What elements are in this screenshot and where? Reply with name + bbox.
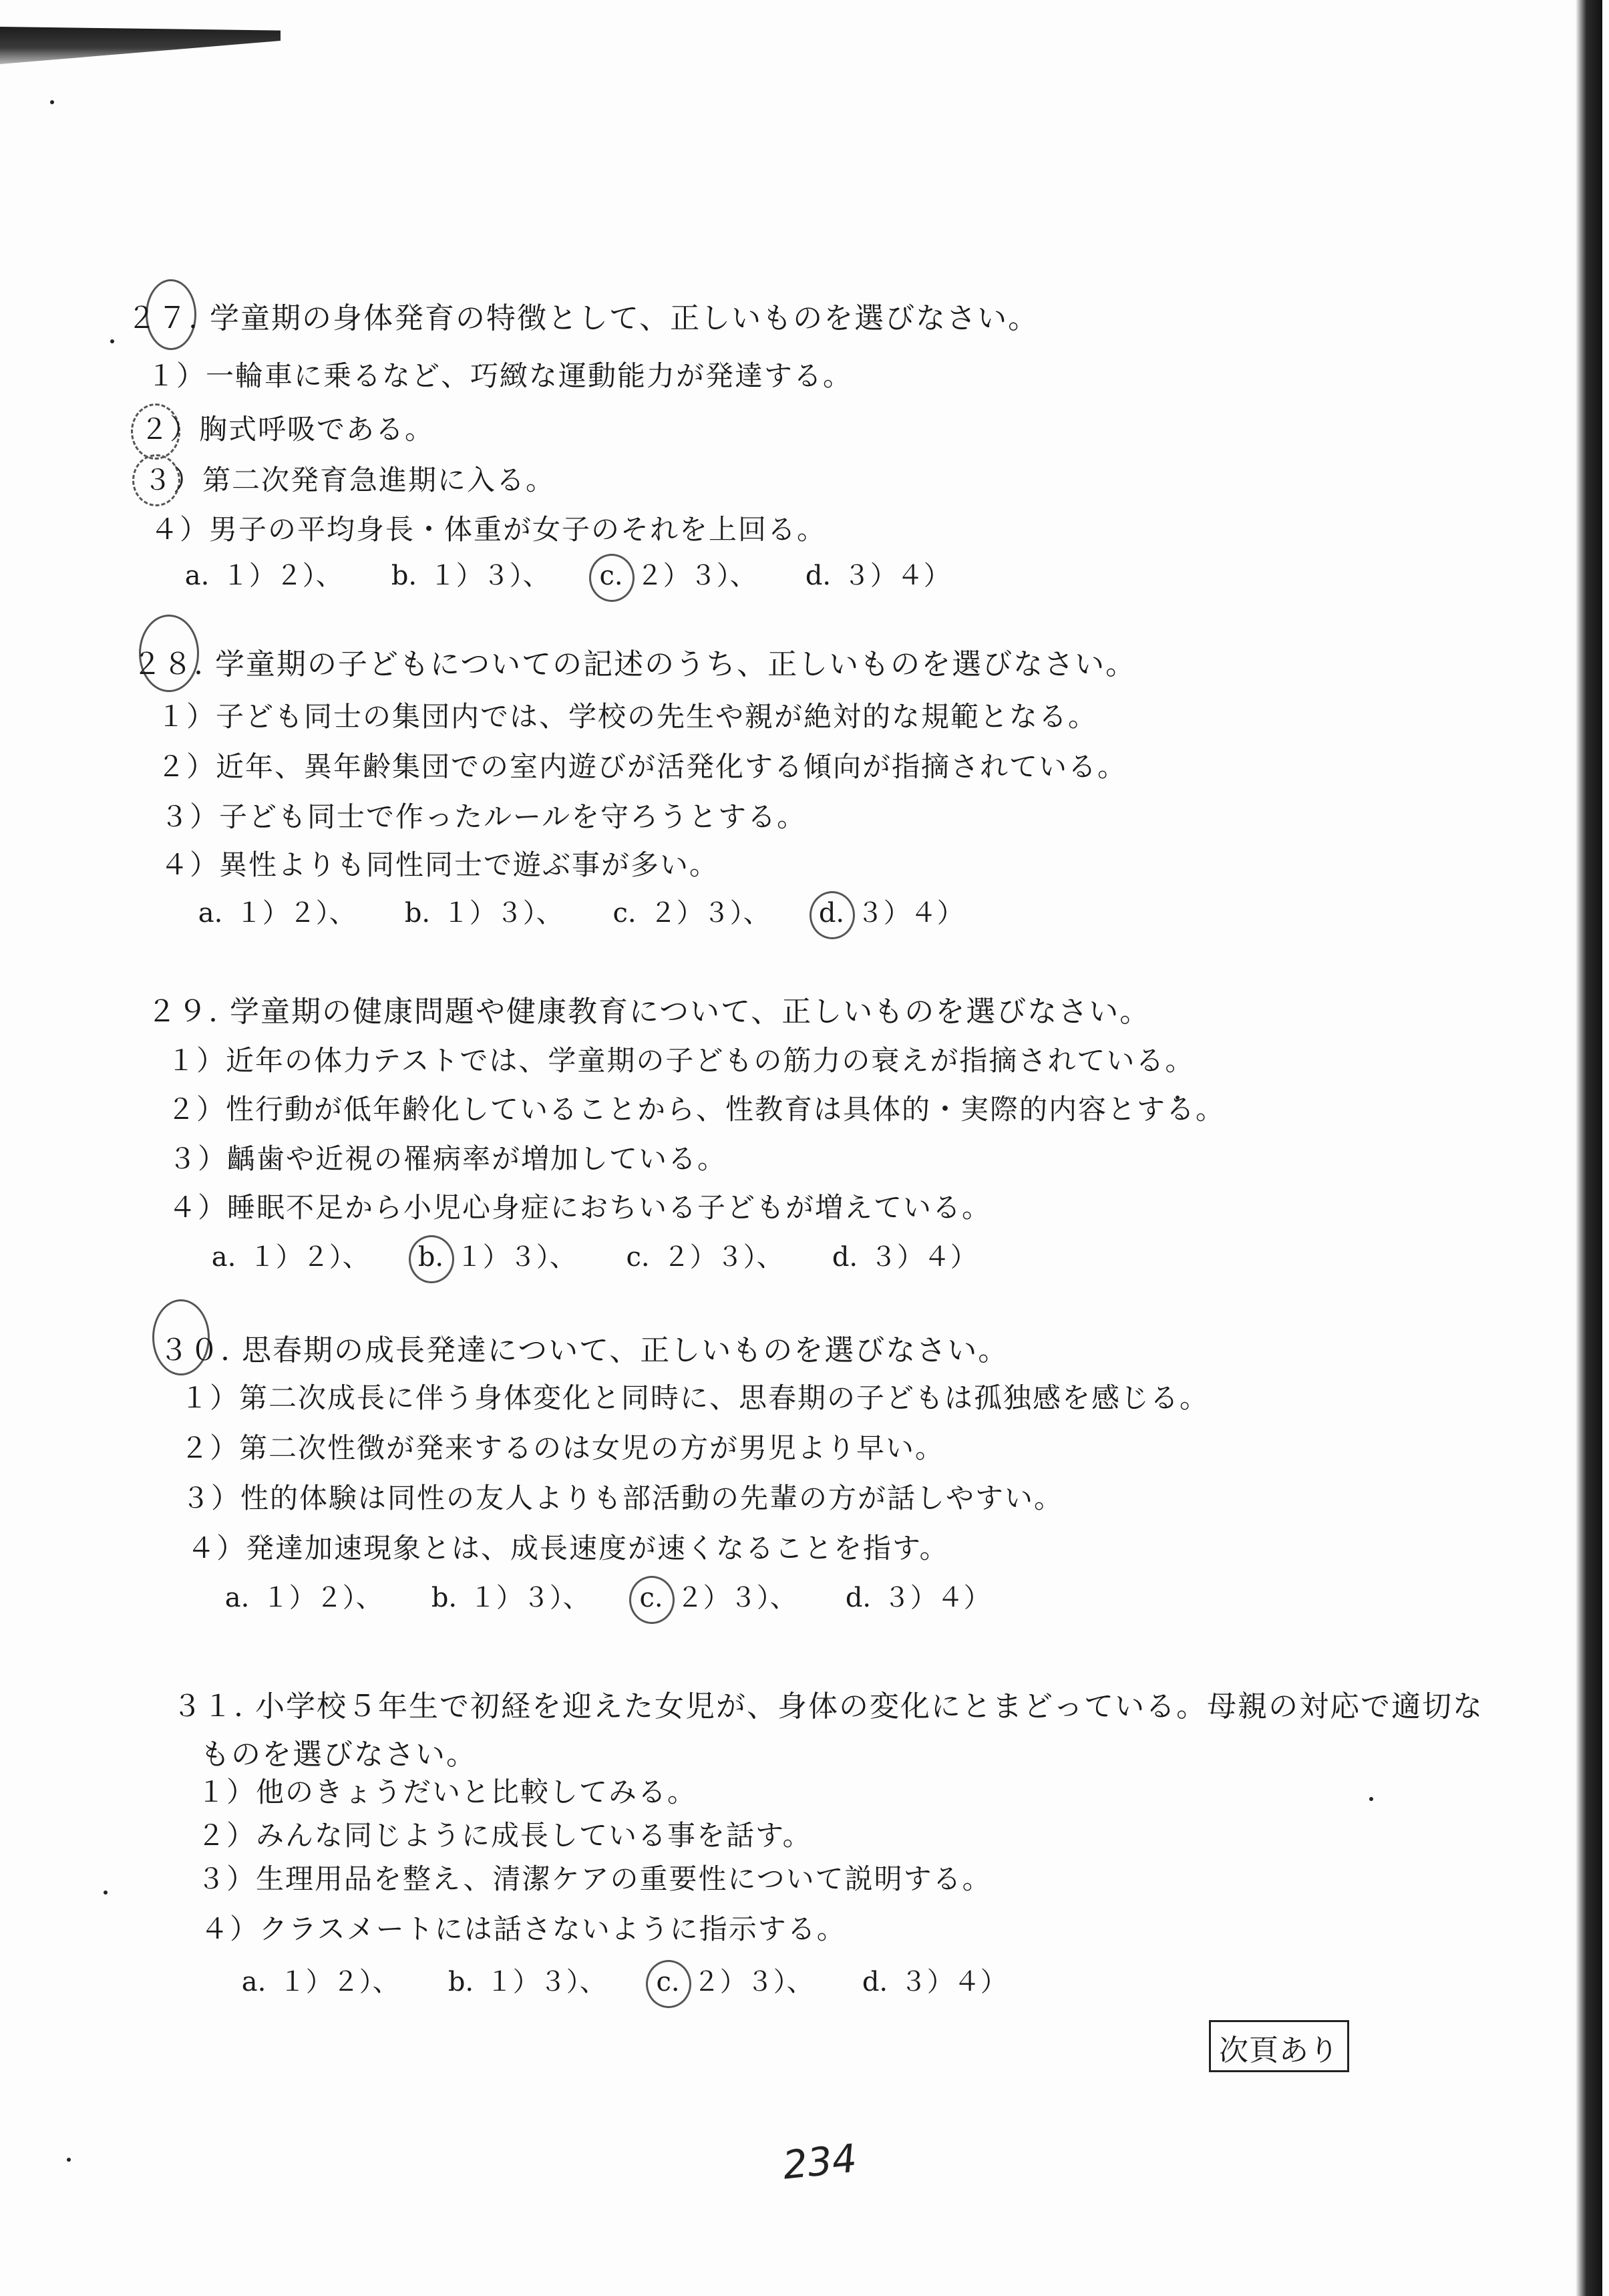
answer-b: b. １）３）、 xyxy=(431,1583,590,1613)
answer-c-circled: c. ２）３）、 xyxy=(651,1961,814,1999)
question-stem xyxy=(127,294,1039,337)
answer-b-circled: b. １）３）、 xyxy=(414,1236,576,1274)
option-1: １）第二次成長に伴う身体変化と同時に、思春期の子どもは孤独感を感じる。 xyxy=(180,1381,1210,1414)
answer-d: d. ３）４） xyxy=(805,560,950,591)
answer-d: d. ３）４） xyxy=(862,1967,1007,1997)
option-3: ３）性的体験は同性の友人よりも部活動の先輩の方が話しやすい。 xyxy=(182,1482,1064,1514)
question-number: ２８. xyxy=(132,647,204,681)
answer-a: a. １）２）、 xyxy=(211,1242,369,1273)
answer-b: b. １）３）、 xyxy=(448,1967,606,1997)
scan-dot xyxy=(50,100,54,104)
option-2: ２）近年、異年齢集団での室内遊びが活発化する傾向が指摘されている。 xyxy=(157,750,1127,783)
answer-b: b. １）３）、 xyxy=(404,898,563,929)
option-4: ４）発達加速現象とは、成長速度が速くなることを指す。 xyxy=(187,1532,949,1565)
question-stem xyxy=(159,1326,1009,1369)
question-text: 学童期の身体発育の特徴として、正しいものを選びなさい。 xyxy=(210,301,1039,335)
question-number: ３１. xyxy=(172,1689,244,1724)
answer-a: a. １）２）、 xyxy=(198,898,356,929)
option-2: ２）性行動が低年齢化していることから、性教育は具体的・実際的内容とする。 xyxy=(167,1093,1226,1126)
option-2: ２）胸式呼吸である。 xyxy=(140,413,435,446)
question-stem xyxy=(172,1682,1483,1725)
question-text: 思春期の成長発達について、正しいものを選びなさい。 xyxy=(242,1333,1009,1367)
scan-dot xyxy=(110,339,114,343)
option-4: ４）男子の平均身長・体重が女子のそれを上回る。 xyxy=(150,513,827,546)
next-page-notice: 次頁あり xyxy=(1209,2020,1349,2072)
option-4: ４）異性よりも同性同士で遊ぶ事が多い。 xyxy=(160,848,719,881)
option-3: ３）子ども同士で作ったルールを守ろうとする。 xyxy=(160,800,807,833)
question-number: ２９. xyxy=(147,995,219,1029)
scan-dot xyxy=(67,2158,71,2162)
answer-c: c. ２）３）、 xyxy=(612,898,770,929)
question-text: 学童期の健康問題や健康教育について、正しいものを選びなさい。 xyxy=(230,995,1151,1029)
question-number: ２７. xyxy=(127,301,199,335)
option-3: ３）齲歯や近視の罹病率が増加している。 xyxy=(168,1142,727,1175)
option-2: ２）第二次性徴が発来するのは女児の方が男児より早い。 xyxy=(180,1432,945,1464)
question-stem xyxy=(147,987,1150,1030)
scan-dot xyxy=(104,1891,108,1895)
scan-edge-shadow xyxy=(1576,0,1602,2296)
answer-d: d. ３）４） xyxy=(832,1242,977,1273)
option-1: １）子ども同士の集団内では、学校の先生や親が絶対的な規範となる。 xyxy=(157,700,1098,733)
answer-a: a. １）２）、 xyxy=(241,1967,399,1997)
scan-smudge xyxy=(0,27,281,73)
option-3: ３）第二次発育急進期に入る。 xyxy=(144,464,556,496)
question-number: ３０. xyxy=(159,1333,231,1367)
answer-b: b. １）３）、 xyxy=(391,560,550,591)
question-stem-continued: ものを選びなさい。 xyxy=(200,1738,477,1772)
answer-c-circled: c. ２）３）、 xyxy=(594,554,757,593)
option-1: １）他のきょうだいと比較してみる。 xyxy=(197,1776,697,1808)
answer-a: a. １）２）、 xyxy=(184,560,343,591)
option-1: １）近年の体力テストでは、学童期の子どもの筋力の衰えが指摘されている。 xyxy=(167,1044,1195,1077)
page-number-handwritten: 234 xyxy=(780,2135,859,2188)
option-4: ４）クラスメートには話さないように指示する。 xyxy=(200,1913,846,1945)
option-3: ３）生理用品を整え、清潔ケアの重要性について説明する。 xyxy=(197,1862,992,1895)
answer-d-circled: d. ３）４） xyxy=(815,892,964,930)
scan-dot xyxy=(1369,1797,1373,1801)
question-stem xyxy=(132,640,1136,683)
question-text: 学童期の子どもについての記述のうち、正しいものを選びなさい。 xyxy=(215,647,1137,681)
option-1: １）一輪車に乗るなど、巧緻な運動能力が発達する。 xyxy=(147,359,853,392)
option-4: ４）睡眠不足から小児心身症におちいる子どもが増えている。 xyxy=(168,1191,992,1224)
answer-c-circled: c. ２）３）、 xyxy=(635,1577,797,1615)
answer-a: a. １）２）、 xyxy=(224,1583,383,1613)
answer-d: d. ３）４） xyxy=(845,1583,991,1613)
option-2: ２）みんな同じように成長している事を話す。 xyxy=(197,1819,812,1852)
answer-c: c. ２）３）、 xyxy=(626,1242,783,1273)
question-text: 小学校５年生で初経を迎えた女児が、身体の変化にとまどっている。母親の対応で適切な xyxy=(255,1689,1484,1724)
